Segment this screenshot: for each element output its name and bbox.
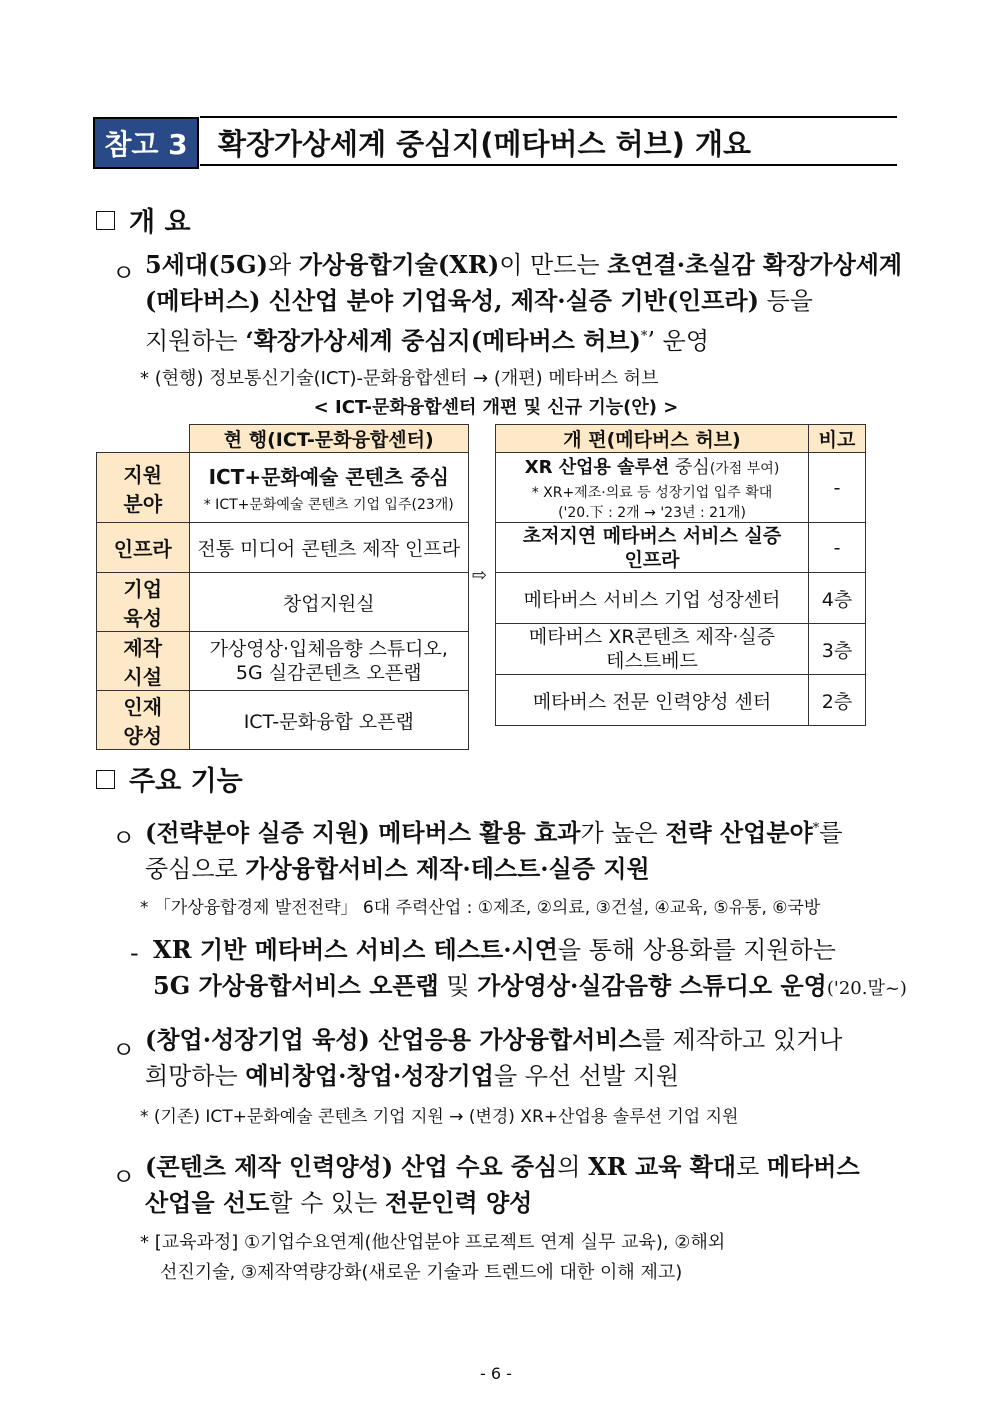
page-number: - 6 -: [480, 1364, 512, 1383]
text: 5G 가상융합서비스 오픈랩: [153, 971, 439, 1000]
bullet-circle-icon: ㅇ: [112, 1163, 136, 1191]
header-rule-bottom: [200, 164, 897, 166]
text: 전략 산업분야: [665, 818, 813, 847]
text: 를: [819, 819, 843, 847]
current-production-cell: 가상영상·입체음향 스튜디오, 5G 실감콘텐츠 오픈랩: [189, 632, 469, 691]
blank-cell: [97, 425, 190, 453]
text-5g: 5세대(5G): [145, 250, 268, 279]
new-support-main: XR 산업용 솔루션: [524, 457, 670, 478]
current-support-cell: [189, 453, 469, 523]
text-new-industry: (메타버스) 신산업 분야 기업육성, 제작·실증 기반(인프라): [145, 286, 759, 315]
new-support-note1: * XR+제조·의료 등 성장기업 입주 확대: [531, 485, 773, 501]
section-overview-heading: [96, 200, 191, 239]
section-functions-heading: [96, 759, 243, 798]
text: 할 수 있는: [269, 1189, 385, 1217]
remark-header: 비고: [809, 425, 866, 453]
function1-note: * 「가상융합경제 발전전략」 6대 주력산업 : ①제조, ②의료, ③건설, ④교육, ⑤유통, ⑥국방: [140, 898, 821, 918]
current-startup-cell: 창업지원실: [189, 573, 469, 632]
remark-production: 3층: [809, 624, 866, 675]
bullet-circle-icon: ㅇ: [112, 259, 136, 287]
text: 를 제작하고 있거나: [641, 1026, 843, 1054]
function1-paragraph: [145, 811, 900, 887]
text: 희망하는: [145, 1062, 246, 1090]
current-header: 현 행(ICT-문화융합센터): [189, 425, 469, 453]
text: 및: [438, 972, 478, 1000]
footnote-mark: *: [812, 821, 820, 836]
section-overview-title: 개 요: [129, 207, 191, 238]
text: (전략분야 실증 지원) 메타버스 활용 효과: [145, 818, 581, 847]
footnote-mark: *: [640, 329, 648, 344]
section-functions-title: 주요 기능: [129, 766, 243, 797]
text: 가상융합서비스 제작·테스트·실증 지원: [245, 854, 650, 883]
text: ’ 운영: [647, 327, 710, 355]
row-label-text: 인재 양성: [123, 695, 163, 748]
text: 등을: [758, 287, 813, 315]
text: (콘텐츠 제작 인력양성) 산업 수요 중심: [145, 1152, 558, 1181]
text: 메타버스: [766, 1152, 860, 1181]
text: 가 높은: [580, 819, 666, 847]
text: 예비창업·창업·성장기업: [245, 1061, 494, 1090]
function3-note-line2: 선진기술, ③제작역량강화(새로운 기술과 트렌드에 대한 이해 제고): [160, 1262, 683, 1283]
function1-sub-paragraph: [153, 932, 907, 1007]
checkbox-square-icon: [96, 211, 115, 230]
text: 을 우선 선발 지원: [493, 1062, 680, 1090]
text: ('20.말~): [826, 978, 907, 999]
row-label-text: 지원 분야: [123, 462, 163, 516]
text: 로: [736, 1153, 767, 1181]
reference-label-box: [93, 117, 199, 169]
page-title: 확장가상세계 중심지(메타버스 허브) 개요: [218, 127, 752, 161]
text: 지원하는: [145, 327, 246, 355]
current-talent-cell: ICT-문화융합 오픈랩: [189, 691, 469, 750]
new-startup-cell: 메타버스 서비스 기업 성장센터: [496, 573, 809, 624]
row-label-text: 기업 육성: [123, 577, 163, 630]
text: (창업·성장기업 육성) 산업응용 가상융합서비스: [145, 1025, 642, 1054]
new-table: [495, 424, 866, 726]
function2-note: * (기존) ICT+문화예술 콘텐츠 기업 지원 → (변경) XR+산업용 솔루션 기업 지원: [140, 1107, 739, 1127]
text-metaverse-hub: ‘확장가상세계 중심지(메타버스 허브): [245, 326, 641, 355]
text: 전문인력 양성: [384, 1188, 533, 1217]
text: 이 만드는: [499, 251, 608, 279]
bullet-circle-icon: ㅇ: [112, 1036, 136, 1064]
text: XR 교육 확대: [588, 1152, 737, 1181]
new-talent-cell: 메타버스 전문 인력양성 센터: [496, 675, 809, 726]
text-xr: 가상융합기술(XR): [298, 250, 500, 279]
reference-label: 참고 3: [104, 128, 188, 161]
row-label-startup: [97, 573, 190, 632]
overview-paragraph: [145, 247, 903, 359]
dash-marker: -: [130, 939, 139, 967]
remark-talent: 2층: [809, 675, 866, 726]
remark-support: -: [809, 453, 866, 523]
text: 산업을 선도: [145, 1188, 270, 1217]
text: 중심으로: [145, 855, 246, 883]
row-label-production: [97, 632, 190, 691]
row-label-text: 제작 시설: [123, 636, 163, 689]
new-infra-cell: 초저지연 메타버스 서비스 실증 인프라: [496, 523, 809, 573]
text: 의: [557, 1153, 589, 1181]
new-support-tail: 중심: [669, 457, 710, 478]
text: 을 통해 상용화를 지원하는: [557, 936, 836, 964]
current-support-note: * ICT+문화예술 콘텐츠 기업 입주(23개): [203, 497, 454, 513]
arrow-right-icon: ⇨: [472, 565, 488, 586]
function3-note-line1: * [교육과정] ①기업수요연계(他산업분야 프로젝트 연계 실무 교육), ②해외: [140, 1232, 726, 1253]
text: 가상영상·실감음향 스튜디오 운영: [477, 971, 827, 1000]
function2-paragraph: [145, 1022, 900, 1094]
overview-note: * (현행) 정보통신기술(ICT)-문화융합센터 → (개편) 메타버스 허브: [140, 368, 659, 389]
table-caption: < ICT-문화융합센터 개편 및 신규 기능(안) >: [313, 397, 679, 418]
row-label-infra: [97, 523, 190, 573]
function3-paragraph: [145, 1149, 900, 1221]
row-label-talent: [97, 691, 190, 750]
text: XR 기반 메타버스 서비스 테스트·시연: [153, 935, 558, 964]
current-infra-cell: 전통 미디어 콘텐츠 제작 인프라: [189, 523, 469, 573]
new-header: 개 편(메타버스 허브): [496, 425, 809, 453]
new-support-note2: ('20.下 : 2개 → '23년 : 21개): [558, 505, 746, 521]
bullet-circle-icon: ㅇ: [112, 824, 136, 852]
checkbox-square-icon: [96, 770, 115, 789]
row-label-text: 인프라: [113, 537, 172, 561]
text: 와: [267, 251, 299, 279]
new-production-cell: 메타버스 XR콘텐츠 제작·실증 테스트베드: [496, 624, 809, 675]
row-label-support-area: [97, 453, 190, 523]
new-support-small: (가점 부여): [709, 461, 780, 477]
remark-infra: -: [809, 523, 866, 573]
remark-startup: 4층: [809, 573, 866, 624]
text-hyperconnected: 초연결·초실감 확장가상세계: [607, 250, 903, 279]
new-support-cell: [496, 453, 809, 523]
current-support-text: ICT+문화예술 콘텐츠 중심: [208, 465, 449, 489]
current-table: [96, 424, 469, 750]
header-rule-top: [200, 116, 897, 118]
